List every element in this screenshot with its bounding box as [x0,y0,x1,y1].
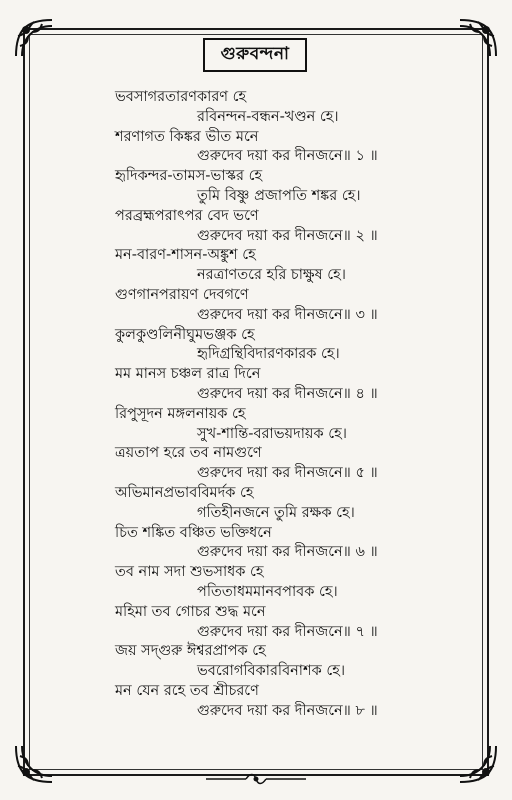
verse-line: তব নাম সদা শুভসাধক হে [115,564,264,581]
corner-ornament-icon [12,16,56,60]
verse-line: মম মানস চঞ্চল রাত্র দিনে [115,366,261,383]
corner-ornament-icon [456,16,500,60]
verse-line: হৃদিগ্রন্থিবিদারণকারক হে। [197,346,340,363]
verse-line: পতিতাধমমানবপাবক হে। [197,584,338,600]
verse-line: ভবরোগবিকারবিনাশক হে। [197,663,346,680]
corner-ornament-icon [12,742,56,786]
verse-line: গুণগানপরায়ণ দেবগণে [115,287,249,303]
verse-line: শরণাগত কিঙ্কর ভীত মনে [115,128,259,145]
verse-line: রিপুসূদন মঙ্গলনায়ক হে [115,405,246,422]
verse-line: গুরুদেব দয়া কর দীনজনে॥ ৮ ॥ [197,702,378,719]
verse-line: ভবসাগরতারণকারণ হে [115,89,247,105]
verse-line: মহিমা তব গোচর শুদ্ধ মনে [115,603,266,620]
verse-line: হৃদিকন্দর-তামস-ভাস্কর হে [115,168,263,185]
verse-line: গুরুদেব দয়া কর দীনজনে॥ ২ ॥ [197,227,378,244]
verse-line: চিত শঙ্কিত বঞ্চিত ভক্তিধনে [115,524,272,541]
verse-line: অভিমানপ্রভাববিমর্দক হে [115,485,254,501]
verse-line: গতিহীনজনে তুমি রক্ষক হে। [197,504,355,521]
verse-line: মন যেন রহে তব শ্রীচরণে [115,683,259,699]
verse-line: রবিনন্দন-বন্ধন-খণ্ডন হে। [197,108,339,125]
bottom-flourish-icon [206,770,306,782]
verse-line: জয় সদ্গুরু ঈশ্বরপ্রাপক হে [115,643,266,660]
verse-line: গুরুদেব দয়া কর দীনজনে॥ ৬ ॥ [197,544,378,561]
verse-line: সুখ-শান্তি-বরাভয়দায়ক হে। [197,425,347,442]
verse-line: গুরুদেব দয়া কর দীনজনে॥ ৩ ॥ [197,306,378,323]
page-title: গুরুবন্দনা [203,38,307,72]
verse-line: গুরুদেব দয়া কর দীনজনে॥ ৭ ॥ [197,623,378,640]
verse-line: পরব্রহ্মপরাৎপর বেদ ভণে [115,207,259,224]
verse-line: নরত্রাণতরে হরি চাক্ষুষ হে। [197,267,346,284]
verse-line: গুরুদেব দয়া কর দীনজনে॥ ৪ ॥ [197,386,378,402]
verse-line: গুরুদেব দয়া কর দীনজনে॥ ১ ॥ [197,148,378,165]
verse-line: ত্রয়তাপ হরে তব নামগুণে [115,445,262,462]
verse-line: গুরুদেব দয়া কর দীনজনে॥ ৫ ॥ [197,465,378,482]
verse-line: মন-বারণ-শাসন-অঙ্কুশ হে [115,247,256,264]
verse-line: তুমি বিষ্ণু প্রজাপতি শঙ্কর হে। [197,188,361,204]
verse-line: কুলকুণ্ডলিনীঘুমভঞ্জক হে [115,326,255,343]
corner-ornament-icon [456,742,500,786]
